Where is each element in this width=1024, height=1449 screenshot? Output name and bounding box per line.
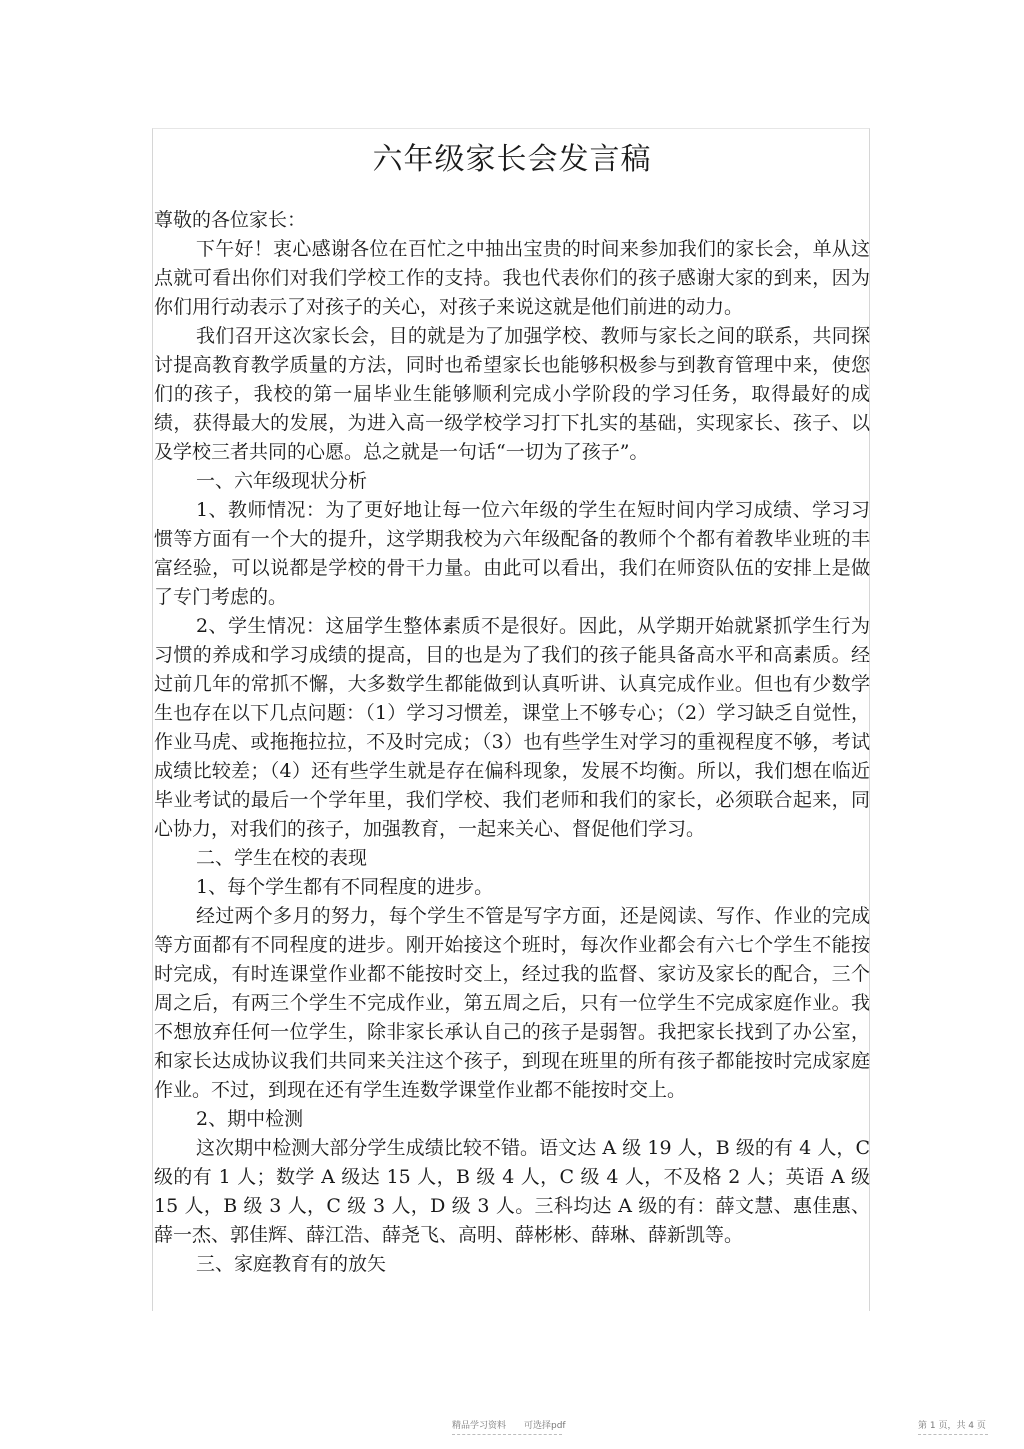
paragraph-teachers: 1、教师情况：为了更好地让每一位六年级的学生在短时间内学习成绩、学习习惯等方面有一个大的提升，这学期我校为六年级配备的教师个个都有着教毕业班的丰富经验，可以说都是学校的骨干力量。由此可以看出，我们在师资队伍的安排上是做了专门考虑的。 — [154, 499, 870, 608]
footer-rule-right — [918, 1434, 988, 1435]
salutation: 尊敬的各位家长： — [154, 209, 307, 231]
footer-rule-left — [452, 1434, 562, 1435]
paragraph-students: 2、学生情况：这届学生整体素质不是很好。因此，从学期开始就紧抓学生行为习惯的养成和学习成绩的提高，目的也是为了我们的孩子能具备高水平和高素质。经过前几年的常抓不懈，大多数学生都能做到认真听讲、认真完成作业。但也有少数学生也存在以下几点问题：（1）学习习惯差，课堂上不够专心；（2）学习缺乏自觉性，作业马虎、或拖拖拉拉，不及时完成；（3）也有些学生对学习的重视程度不够，考试成绩比较差；（4）还有些学生就是存在偏科现象，发展不均衡。所以，我们想在临近毕业考试的最后一个学年里，我们学校、我们老师和我们的家长，必须联合起来，同心协力，对我们的孩子，加强教育，一起来关心、督促他们学习。 — [154, 615, 870, 840]
document-title: 六年级家长会发言稿 — [372, 142, 652, 177]
paragraph-midterm: 这次期中检测大部分学生成绩比较不错。语文达 A 级 19 人，B 级的有 4 人，C 级的有 1 人；数学 A 级达 15 人，B 级 4 人，C 级 4 人，不及格 2 人；英语 A 级 15 人，B 级 3 人，C 级 3 人，D 级 3 人。三科均达 A 级的有：薛文慧、惠佳惠、薛一杰、郭佳辉、薛江浩、薛尧飞、高明、薛彬彬、薛琳、薛新凯等。 — [154, 1137, 870, 1246]
subheading-progress: 1、每个学生都有不同程度的进步。 — [196, 876, 494, 898]
section-heading-1: 一、六年级现状分析 — [196, 470, 368, 492]
paragraph-purpose: 我们召开这次家长会，目的就是为了加强学校、教师与家长之间的联系，共同探讨提高教育教学质量的方法，同时也希望家长也能够积极参与到教育管理中来，使您们的孩子，我校的第一届毕业生能够顺利完成小学阶段的学习任务，取得最好的成绩，获得最大的发展，为进入高一级学校学习打下扎实的基础，实现家长、孩子、以及学校三者共同的心愿。总之就是一句话“一切为了孩子”。 — [154, 325, 870, 463]
subheading-midterm: 2、期中检测 — [196, 1108, 304, 1130]
section-heading-2: 二、学生在校的表现 — [196, 847, 368, 869]
page-number: 第 1 页，共 4 页 — [918, 1421, 986, 1431]
paragraph-progress: 经过两个多月的努力，每个学生不管是写字方面，还是阅读、写作、作业的完成等方面都有不同程度的进步。刚开始接这个班时，每次作业都会有六七个学生不能按时完成，有时连课堂作业都不能按时交上，经过我的监督、家访及家长的配合，三个周之后，有两三个学生不完成作业，第五周之后，只有一位学生不完成家庭作业。我不想放弃任何一位学生，除非家长承认自己的孩子是弱智。我把家长找到了办公室，和家长达成协议我们共同来关注这个孩子，到现在班里的所有孩子都能按时完成家庭作业。不过，到现在还有学生连数学课堂作业都不能按时交上。 — [154, 905, 870, 1101]
footer-note: 精品学习资料 可选择pdf — [452, 1421, 566, 1431]
section-heading-3: 三、家庭教育有的放矢 — [196, 1253, 387, 1275]
paragraph-greeting: 下午好！衷心感谢各位在百忙之中抽出宝贵的时间来参加我们的家长会，单从这点就可看出你们对我们学校工作的支持。我也代表你们的孩子感谢大家的到来，因为你们用行动表示了对孩子的关心，对孩子来说这就是他们前进的动力。 — [154, 238, 870, 318]
document-body — [154, 206, 870, 1279]
